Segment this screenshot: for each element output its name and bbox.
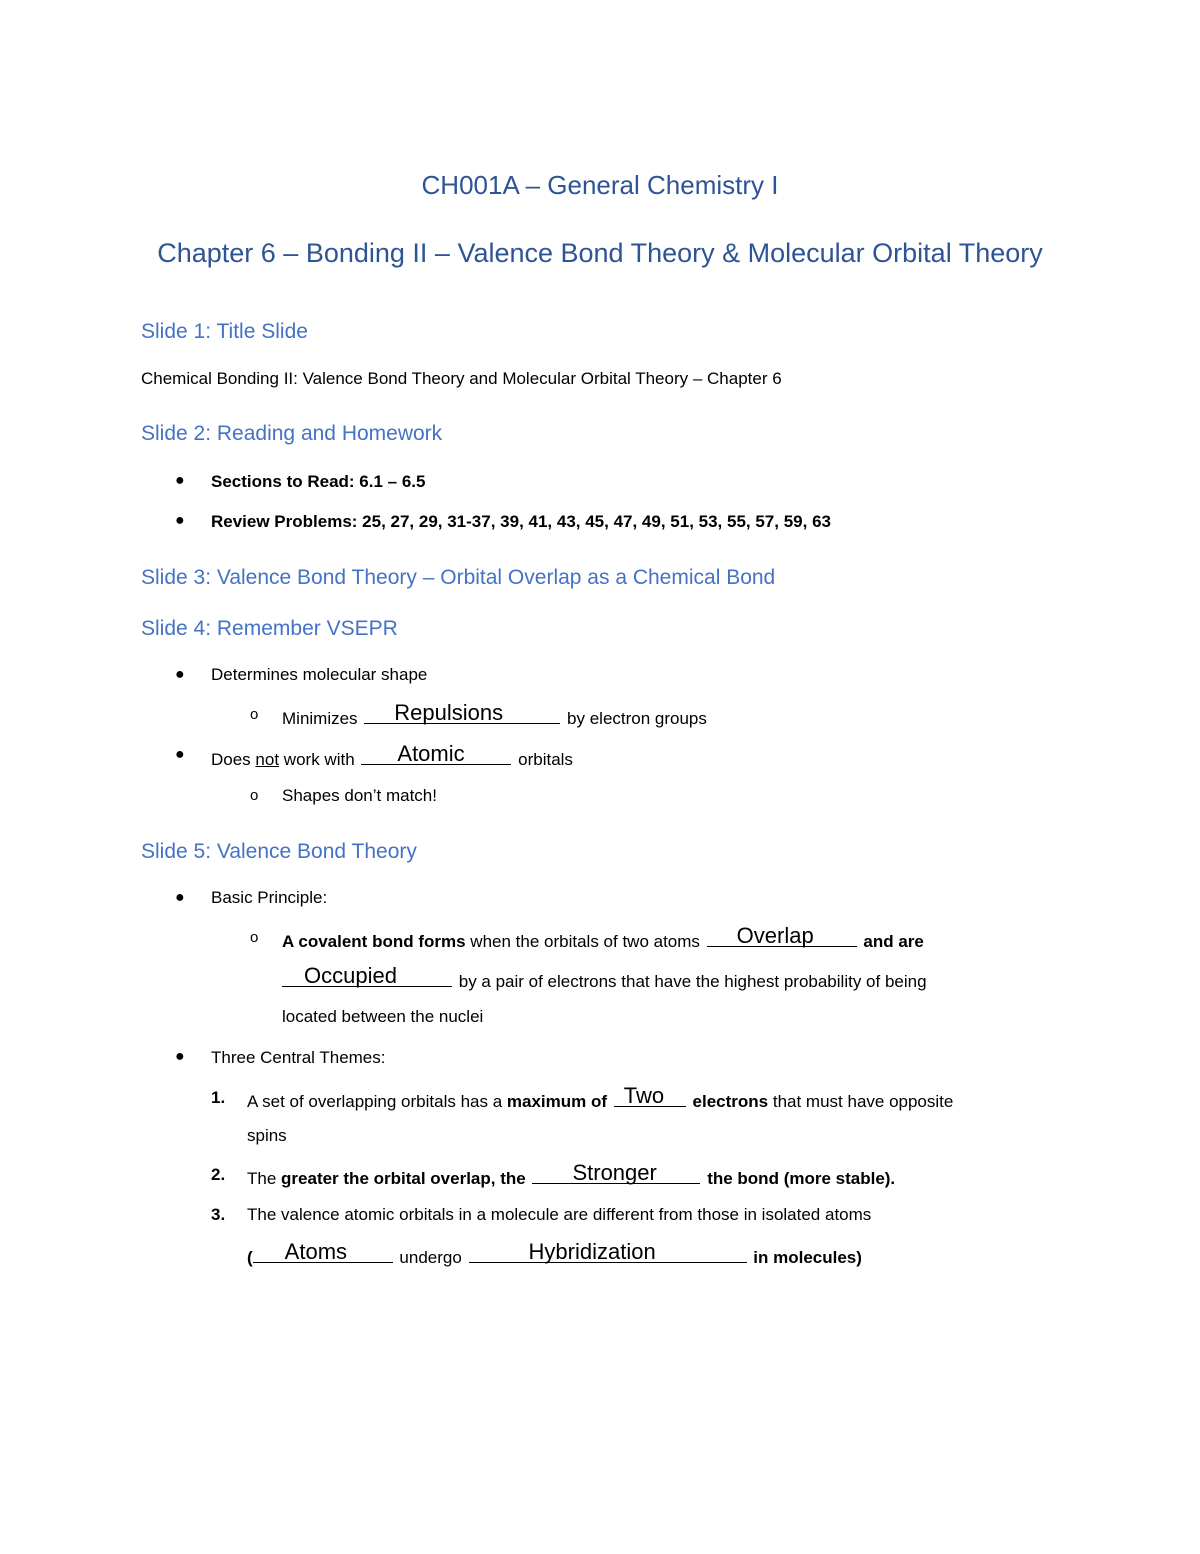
answer-repulsions: Repulsions	[394, 700, 504, 725]
bullet-icon: ●	[175, 889, 185, 906]
course-title: CH001A – General Chemistry I	[421, 170, 779, 200]
bullet-icon: ●	[175, 472, 185, 489]
principle-line3: located between the nuclei	[282, 1007, 484, 1026]
bullet-icon: ●	[175, 512, 185, 529]
answer-overlap: Overlap	[736, 923, 814, 948]
theme1-line1: A set of overlapping orbitals has a maximum of Two electrons that must have opposite	[247, 1083, 954, 1111]
slide2-heading: Slide 2: Reading and Homework	[141, 422, 443, 445]
theme2-line: The greater the orbital overlap, the Stronger the bond (more stable).	[247, 1160, 896, 1188]
principle-line2: Occupied by a pair of electrons that have the highest probability of being	[282, 966, 927, 994]
review-problems: Review Problems: 25, 27, 29, 31-37, 39, 41, 43, 45, 47, 49, 51, 53, 55, 57, 59, 63	[211, 512, 831, 531]
answer-atomic: Atomic	[397, 741, 465, 766]
theme3-number: 3.	[211, 1205, 226, 1224]
slide4-sub2: Shapes don’t match!	[282, 786, 437, 805]
blank-overlap	[707, 923, 857, 948]
answer-stronger: Stronger	[572, 1160, 657, 1185]
answer-occupied: Occupied	[304, 963, 397, 988]
answer-atoms: Atoms	[284, 1239, 348, 1264]
chapter-title: Chapter 6 – Bonding II – Valence Bond Theory & Molecular Orbital Theory	[157, 238, 1043, 268]
blank-two	[614, 1083, 686, 1108]
slide5-bullet1: Basic Principle:	[211, 888, 328, 907]
slide3-heading: Slide 3: Valence Bond Theory – Orbital Overlap as a Chemical Bond	[141, 566, 776, 589]
principle-line1: A covalent bond forms when the orbitals of two atoms Overlap and are	[282, 923, 924, 951]
answer-two: Two	[623, 1083, 665, 1108]
blank-atomic	[361, 741, 511, 766]
theme1-number: 1.	[211, 1088, 226, 1107]
slide4-heading: Slide 4: Remember VSEPR	[141, 617, 398, 640]
bullet-icon: ●	[175, 746, 185, 763]
sub-bullet-icon: o	[250, 706, 259, 723]
blank-occupied	[282, 963, 452, 988]
slide5-heading: Slide 5: Valence Bond Theory	[141, 840, 417, 863]
theme1-line2: spins	[247, 1126, 287, 1145]
theme3-line1: The valence atomic orbitals in a molecule are different from those in isolated atoms	[247, 1205, 872, 1224]
sub-bullet-icon: o	[250, 787, 259, 804]
slide4-bullet2: Does not work with Atomic orbitals	[211, 741, 573, 769]
slide4-sub1: Minimizes Repulsions by electron groups	[282, 700, 707, 728]
sections-to-read: Sections to Read: 6.1 – 6.5	[211, 472, 426, 491]
slide1-heading: Slide 1: Title Slide	[141, 320, 308, 343]
theme2-number: 2.	[211, 1165, 226, 1184]
slide5-bullet2: Three Central Themes:	[211, 1048, 386, 1067]
blank-stronger	[532, 1160, 700, 1185]
theme3-line2: ( Atoms undergo Hybridization in molecules)	[247, 1239, 862, 1267]
bullet-icon: ●	[175, 666, 185, 683]
blank-atoms	[253, 1239, 393, 1264]
slide4-bullet1: Determines molecular shape	[211, 665, 428, 684]
blank-repulsions	[364, 700, 560, 725]
answer-hybridization: Hybridization	[528, 1239, 656, 1264]
bullet-icon: ●	[175, 1048, 185, 1065]
sub-bullet-icon: o	[250, 929, 259, 946]
blank-hybridization	[469, 1239, 747, 1264]
slide1-text: Chemical Bonding II: Valence Bond Theory and Molecular Orbital Theory – Chapter 6	[141, 369, 782, 388]
